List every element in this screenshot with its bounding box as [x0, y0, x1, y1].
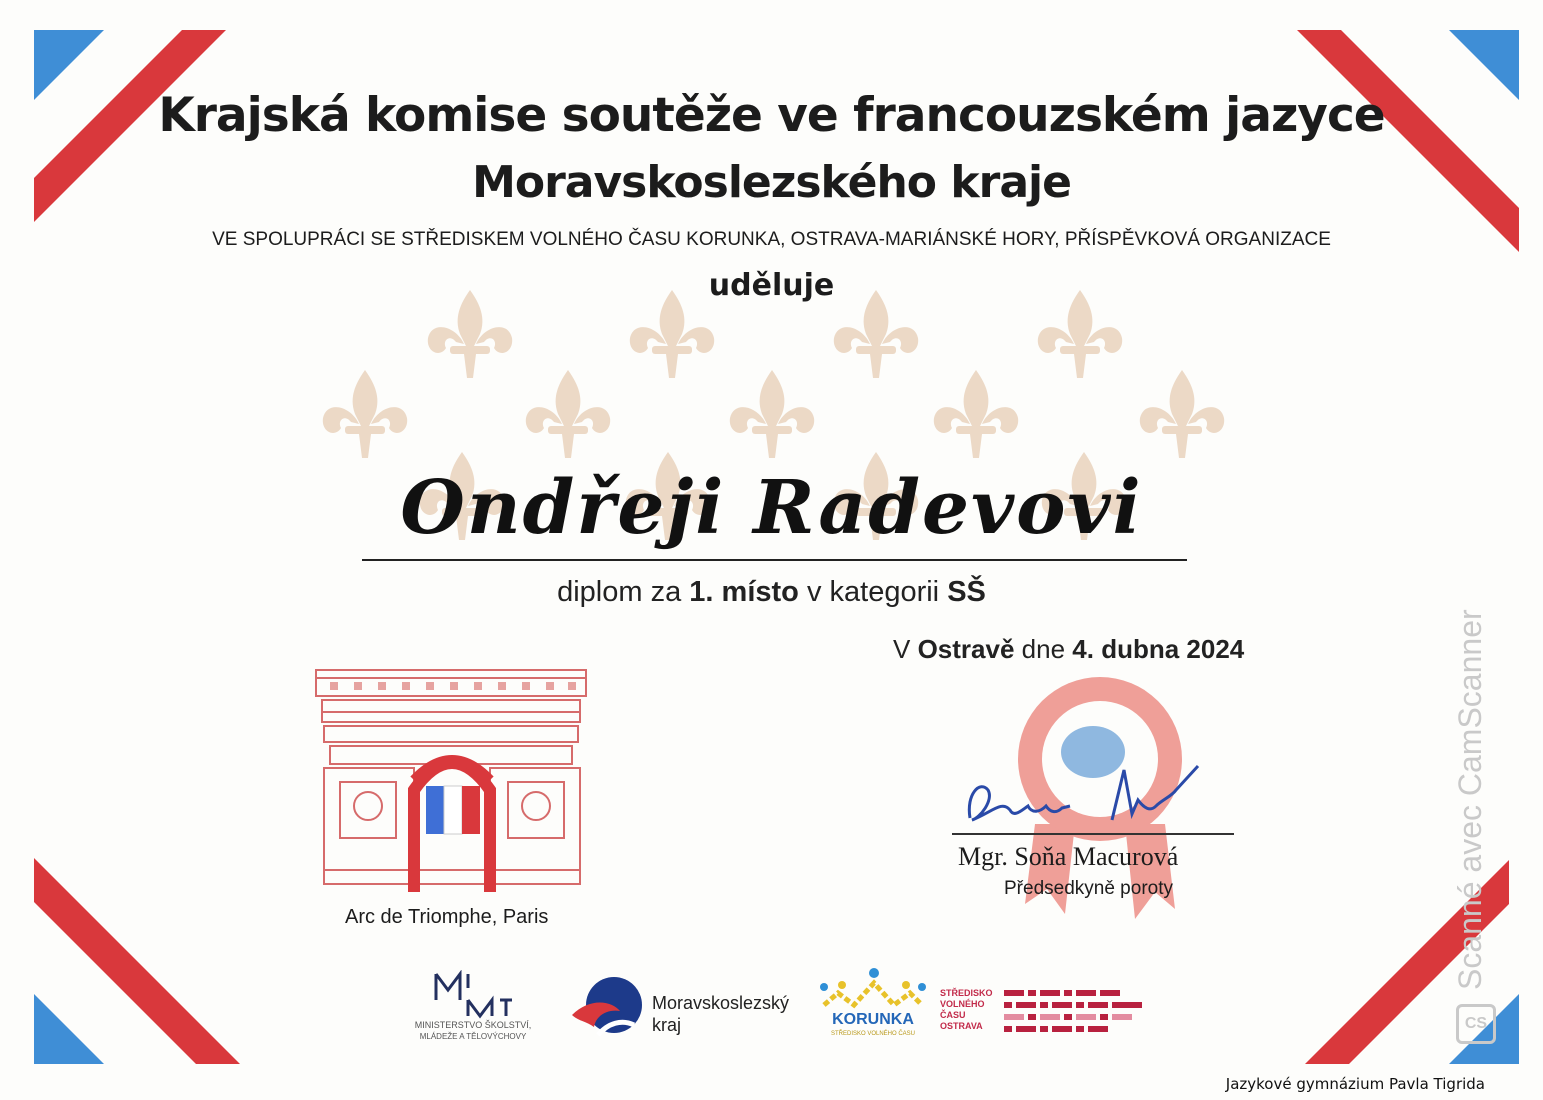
diploma-category: SŠ: [947, 576, 986, 608]
camscanner-badge-text: CS: [1464, 1015, 1488, 1032]
svc-text-1: STŘEDISKO: [940, 988, 993, 998]
date-middle: dne: [1021, 634, 1066, 664]
camscanner-text: Scanné avec CamScanner: [1452, 609, 1488, 990]
msk-text-1: Moravskoslezský: [652, 993, 790, 1013]
crown-icon: [818, 965, 928, 1011]
diploma-line: [0, 576, 1543, 609]
diploma-place: 1. místo: [689, 576, 799, 608]
msmt-logo: [388, 970, 558, 1050]
korunka-logo: [818, 965, 928, 1050]
moravskoslezsky-kraj-logo: [568, 975, 808, 1045]
corner-ribbon-bottom-left: [0, 840, 260, 1100]
name-underline: [362, 559, 1187, 561]
diploma-prefix: diplom za: [557, 576, 682, 608]
svc-ostrava-logo: [940, 988, 1155, 1036]
svc-text-3: ČASU: [940, 1010, 966, 1020]
signature-line: [952, 833, 1234, 835]
svc-text-2: VOLNÉHO: [940, 999, 985, 1009]
korunka-text: KORUNKA: [832, 1011, 914, 1028]
date-value: 4. dubna 2024: [1072, 634, 1245, 664]
place-prefix: V: [893, 634, 911, 664]
svc-text-4: OSTRAVA: [940, 1021, 983, 1031]
place-city: Ostravě: [917, 634, 1015, 664]
svc-pattern-icon: [1004, 990, 1149, 1034]
diploma-middle: v kategorii: [806, 576, 940, 608]
msk-text-2: kraj: [652, 1015, 682, 1035]
camscanner-watermark: [1452, 540, 1498, 1060]
title-line-1: Krajská komise soutěže ve francouzském jazyce: [158, 88, 1385, 143]
illustration-caption: Arc de Triomphe, Paris: [345, 906, 549, 928]
handwritten-signature: [962, 760, 1212, 840]
awards-word: uděluje: [708, 268, 835, 303]
footer-school-name: Jazykové gymnázium Pavla Tigrida: [1225, 1075, 1485, 1093]
arc-de-triomphe-illustration: [310, 660, 595, 900]
msmt-text-2: MLÁDEŽE A TĚLOVÝCHOVY: [419, 1032, 527, 1041]
recipient-name: Ondřeji Radevovi: [400, 465, 1143, 551]
corner-ribbon-bottom-right: [1283, 840, 1543, 1100]
signatory-role: Předsedkyně poroty: [1004, 878, 1173, 899]
title-line-2: Moravskoslezského kraje: [472, 157, 1071, 208]
place-date-line: [893, 634, 1244, 665]
camscanner-badge-icon: [1456, 1004, 1496, 1044]
msmt-text-1: MINISTERSTVO ŠKOLSTVÍ,: [414, 1020, 532, 1030]
msk-emblem-icon: [568, 975, 648, 1045]
subtitle: VE SPOLUPRÁCI SE STŘEDISKEM VOLNÉHO ČASU KORUNKA, OSTRAVA-MARIÁNSKÉ HORY, PŘÍSPĚVKOVÁ ORGANIZACE: [212, 229, 1331, 250]
korunka-subtext: STŘEDISKO VOLNÉHO ČASU: [830, 1031, 916, 1037]
msmt-emblem-icon: [388, 970, 558, 1020]
signatory-name: Mgr. Soňa Macurová: [958, 842, 1179, 871]
